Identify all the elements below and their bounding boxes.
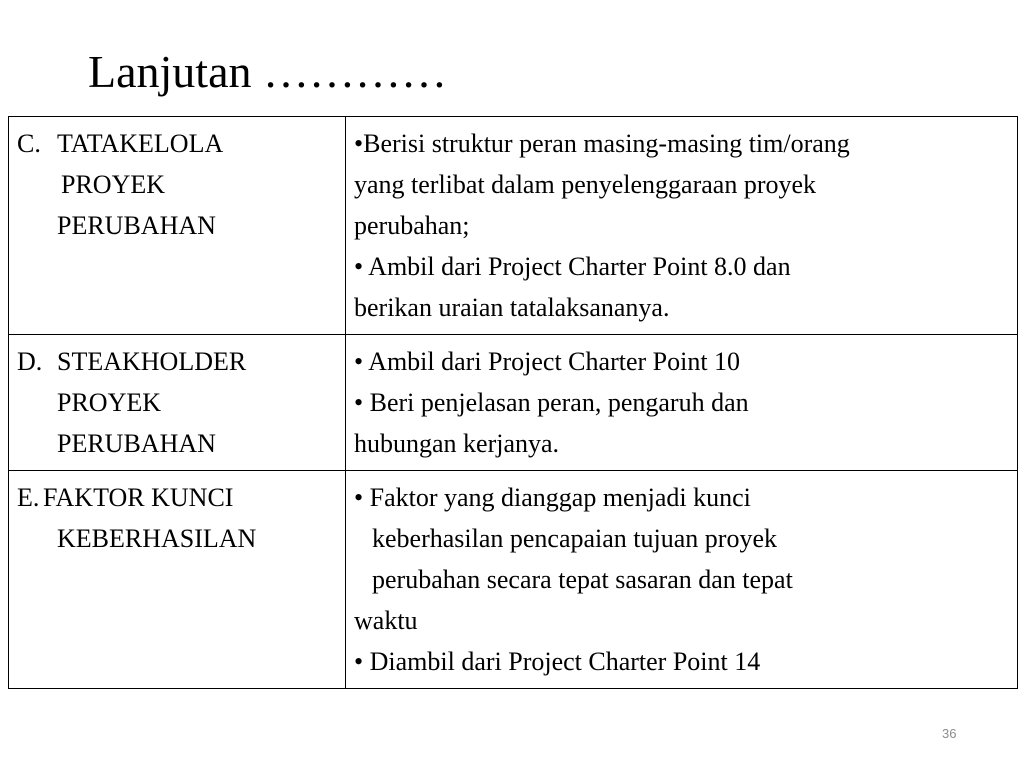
row-label-line: STEAKHOLDER [57, 347, 247, 376]
description-line: •Berisi struktur peran masing-masing tim/orang [354, 129, 850, 158]
row-label-cell [9, 471, 346, 689]
row-label-line: PROYEK [57, 388, 162, 417]
description-line: keberhasilan pencapaian tujuan proyek [372, 524, 777, 553]
table-row [9, 471, 1018, 689]
row-label-line: PERUBAHAN [57, 429, 216, 458]
description-line: • Ambil dari Project Charter Point 10 [354, 347, 741, 376]
description-line: perubahan; [354, 211, 470, 240]
description-line: yang terlibat dalam penyelenggaraan proyek [354, 170, 817, 199]
row-label-cell [9, 117, 346, 335]
row-label-line: FAKTOR KUNCI [43, 483, 234, 512]
row-letter: E. [17, 483, 40, 512]
row-label-line: PERUBAHAN [57, 211, 216, 240]
description-line: hubungan kerjanya. [354, 429, 560, 458]
description-line: waktu [354, 606, 418, 635]
row-label-line: PROYEK [61, 170, 166, 199]
description-line: • Faktor yang dianggap menjadi kunci [354, 483, 751, 512]
slide-number: 36 [942, 726, 957, 741]
table-row [9, 117, 1018, 335]
row-label-cell [9, 335, 346, 471]
row-label-line: KEBERHASILAN [57, 524, 257, 553]
slide-title: Lanjutan ………… [88, 46, 447, 97]
row-letter: C. [17, 129, 41, 158]
row-description-cell [346, 335, 1018, 471]
row-description-cell [346, 117, 1018, 335]
row-letter: D. [17, 347, 43, 376]
content-table [8, 116, 1018, 689]
description-line: • Beri penjelasan peran, pengaruh dan [354, 388, 749, 417]
description-line: • Ambil dari Project Charter Point 8.0 dan [354, 252, 791, 281]
table-row [9, 335, 1018, 471]
description-line: • Diambil dari Project Charter Point 14 [354, 647, 761, 676]
description-line: berikan uraian tatalaksananya. [354, 293, 670, 322]
row-description-cell [346, 471, 1018, 689]
description-line: perubahan secara tepat sasaran dan tepat [372, 565, 793, 594]
row-label-line: TATAKELOLA [57, 129, 224, 158]
